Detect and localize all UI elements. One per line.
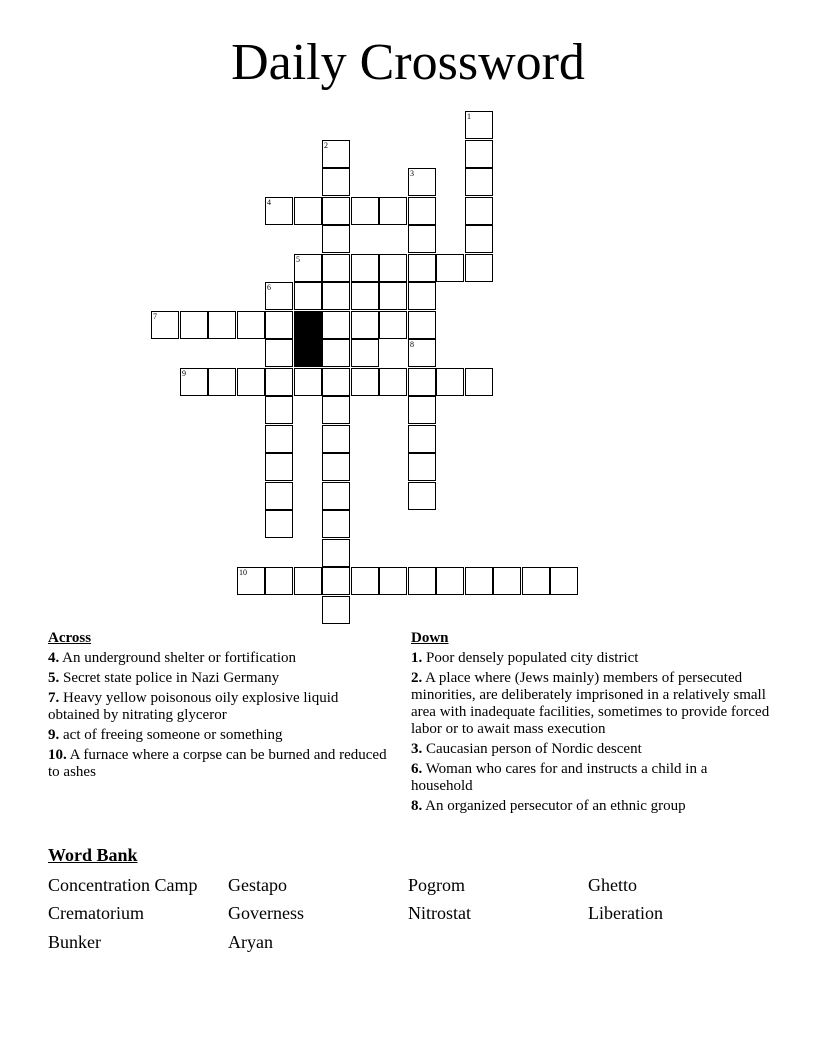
grid-cell[interactable] xyxy=(265,368,293,396)
grid-block xyxy=(294,339,322,367)
clue-number: 10 xyxy=(239,568,247,577)
grid-cell[interactable] xyxy=(351,254,379,282)
down-heading: Down xyxy=(411,630,449,646)
grid-cell[interactable] xyxy=(408,482,436,510)
clue-number: 4 xyxy=(267,198,271,207)
grid-cell[interactable] xyxy=(294,254,322,282)
clue-number: 3 xyxy=(410,169,414,178)
grid-cell[interactable] xyxy=(408,197,436,225)
grid-cell[interactable] xyxy=(408,311,436,339)
grid-cell[interactable] xyxy=(322,368,350,396)
grid-cell[interactable] xyxy=(294,197,322,225)
grid-cell[interactable] xyxy=(522,567,550,595)
grid-cell[interactable] xyxy=(465,111,493,139)
grid-cell[interactable] xyxy=(294,282,322,310)
grid-cell[interactable] xyxy=(208,311,236,339)
grid-cell[interactable] xyxy=(379,254,407,282)
grid-cell[interactable] xyxy=(322,140,350,168)
clue-down-2: 2. A place where (Jews mainly) members of persecuted minorities, are deliberately imprisoned in a relatively small area with inadequate facilities, sometimes to provide forced labor or to await mass execution xyxy=(411,670,770,737)
grid-cell[interactable] xyxy=(351,339,379,367)
grid-cell[interactable] xyxy=(151,311,179,339)
grid-cell[interactable] xyxy=(265,396,293,424)
grid-cell[interactable] xyxy=(465,197,493,225)
clue-number: 8 xyxy=(410,340,414,349)
clue-across-7: 7. Heavy yellow poisonous oily explosive liquid obtained by nitrating glyceror xyxy=(48,690,339,723)
grid-cell[interactable] xyxy=(322,482,350,510)
clue-down-6: 6. Woman who cares for and instructs a child in a household xyxy=(411,761,708,794)
grid-cell[interactable] xyxy=(322,197,350,225)
grid-cell[interactable] xyxy=(465,168,493,196)
clue-across-10: 10. A furnace where a corpse can be burned and reduced to ashes xyxy=(48,747,387,780)
grid-cell[interactable] xyxy=(408,282,436,310)
clue-across-9: 9. act of freeing someone or something xyxy=(48,727,283,743)
grid-cell[interactable] xyxy=(294,567,322,595)
grid-cell[interactable] xyxy=(465,567,493,595)
word-bank-item: Gestapo xyxy=(228,875,287,895)
grid-cell[interactable] xyxy=(408,339,436,367)
grid-cell[interactable] xyxy=(379,311,407,339)
word-bank-item: Governess xyxy=(228,903,304,923)
grid-cell[interactable] xyxy=(550,567,578,595)
grid-cell[interactable] xyxy=(322,567,350,595)
grid-cell[interactable] xyxy=(322,510,350,538)
word-bank-item: Ghetto xyxy=(588,875,637,895)
grid-cell[interactable] xyxy=(265,197,293,225)
word-bank-item: Bunker xyxy=(48,932,101,952)
grid-cell[interactable] xyxy=(322,453,350,481)
grid-cell[interactable] xyxy=(180,311,208,339)
clue-number: 9 xyxy=(182,369,186,378)
grid-cell[interactable] xyxy=(436,368,464,396)
grid-block xyxy=(294,311,322,339)
grid-cell[interactable] xyxy=(237,368,265,396)
grid-cell[interactable] xyxy=(322,254,350,282)
grid-cell[interactable] xyxy=(180,368,208,396)
clue-down-3: 3. Caucasian person of Nordic descent xyxy=(411,741,642,757)
grid-cell[interactable] xyxy=(351,368,379,396)
grid-cell[interactable] xyxy=(408,168,436,196)
grid-cell[interactable] xyxy=(265,311,293,339)
grid-cell[interactable] xyxy=(465,225,493,253)
clue-down-1: 1. Poor densely populated city district xyxy=(411,650,639,666)
clue-number: 2 xyxy=(324,141,328,150)
word-bank-heading: Word Bank xyxy=(48,845,138,865)
clue-number: 5 xyxy=(296,255,300,264)
word-bank-item: Crematorium xyxy=(48,903,144,923)
across-clues xyxy=(48,630,388,784)
grid-cell[interactable] xyxy=(322,282,350,310)
grid-cell[interactable] xyxy=(493,567,521,595)
across-heading: Across xyxy=(48,630,92,646)
page-title: Daily Crossword xyxy=(231,34,585,91)
grid-cell[interactable] xyxy=(265,339,293,367)
clue-across-5: 5. Secret state police in Nazi Germany xyxy=(48,670,280,686)
clue-number: 7 xyxy=(153,312,157,321)
grid-cell[interactable] xyxy=(465,140,493,168)
down-clues xyxy=(411,630,771,818)
grid-cell[interactable] xyxy=(265,453,293,481)
grid-cell[interactable] xyxy=(379,282,407,310)
grid-cell[interactable] xyxy=(265,282,293,310)
grid-cell[interactable] xyxy=(408,254,436,282)
grid-cell[interactable] xyxy=(408,453,436,481)
grid-cell[interactable] xyxy=(408,567,436,595)
grid-cell[interactable] xyxy=(436,254,464,282)
grid-cell[interactable] xyxy=(379,368,407,396)
grid-cell[interactable] xyxy=(351,282,379,310)
grid-cell[interactable] xyxy=(351,197,379,225)
grid-cell[interactable] xyxy=(379,197,407,225)
grid-cell[interactable] xyxy=(208,368,236,396)
grid-cell[interactable] xyxy=(322,539,350,567)
grid-cell[interactable] xyxy=(265,510,293,538)
grid-cell[interactable] xyxy=(322,425,350,453)
grid-cell[interactable] xyxy=(379,567,407,595)
grid-cell[interactable] xyxy=(465,254,493,282)
grid-cell[interactable] xyxy=(322,339,350,367)
clue-number: 6 xyxy=(267,283,271,292)
word-bank-item: Aryan xyxy=(228,932,273,952)
grid-cell[interactable] xyxy=(265,425,293,453)
word-bank-item: Concentration Camp xyxy=(48,875,198,895)
grid-cell[interactable] xyxy=(294,368,322,396)
grid-cell[interactable] xyxy=(322,596,350,624)
grid-cell[interactable] xyxy=(322,168,350,196)
grid-cell[interactable] xyxy=(408,425,436,453)
grid-cell[interactable] xyxy=(408,368,436,396)
grid-cell[interactable] xyxy=(465,368,493,396)
clue-number: 1 xyxy=(467,112,471,121)
grid-cell[interactable] xyxy=(408,396,436,424)
grid-cell[interactable] xyxy=(322,396,350,424)
grid-cell[interactable] xyxy=(351,311,379,339)
grid-cell[interactable] xyxy=(265,567,293,595)
word-bank-item: Pogrom xyxy=(408,875,466,895)
grid-cell[interactable] xyxy=(237,567,265,595)
grid-cell[interactable] xyxy=(436,567,464,595)
clue-across-4: 4. An underground shelter or fortification xyxy=(48,650,296,666)
word-bank-item: Nitrostat xyxy=(408,903,471,923)
grid-cell[interactable] xyxy=(322,225,350,253)
grid-cell[interactable] xyxy=(265,482,293,510)
grid-cell[interactable] xyxy=(408,225,436,253)
grid-cell[interactable] xyxy=(322,311,350,339)
grid-cell[interactable] xyxy=(237,311,265,339)
grid-cell[interactable] xyxy=(351,567,379,595)
word-bank-item: Liberation xyxy=(588,903,663,923)
clue-down-8: 8. An organized persecutor of an ethnic group xyxy=(411,798,686,814)
